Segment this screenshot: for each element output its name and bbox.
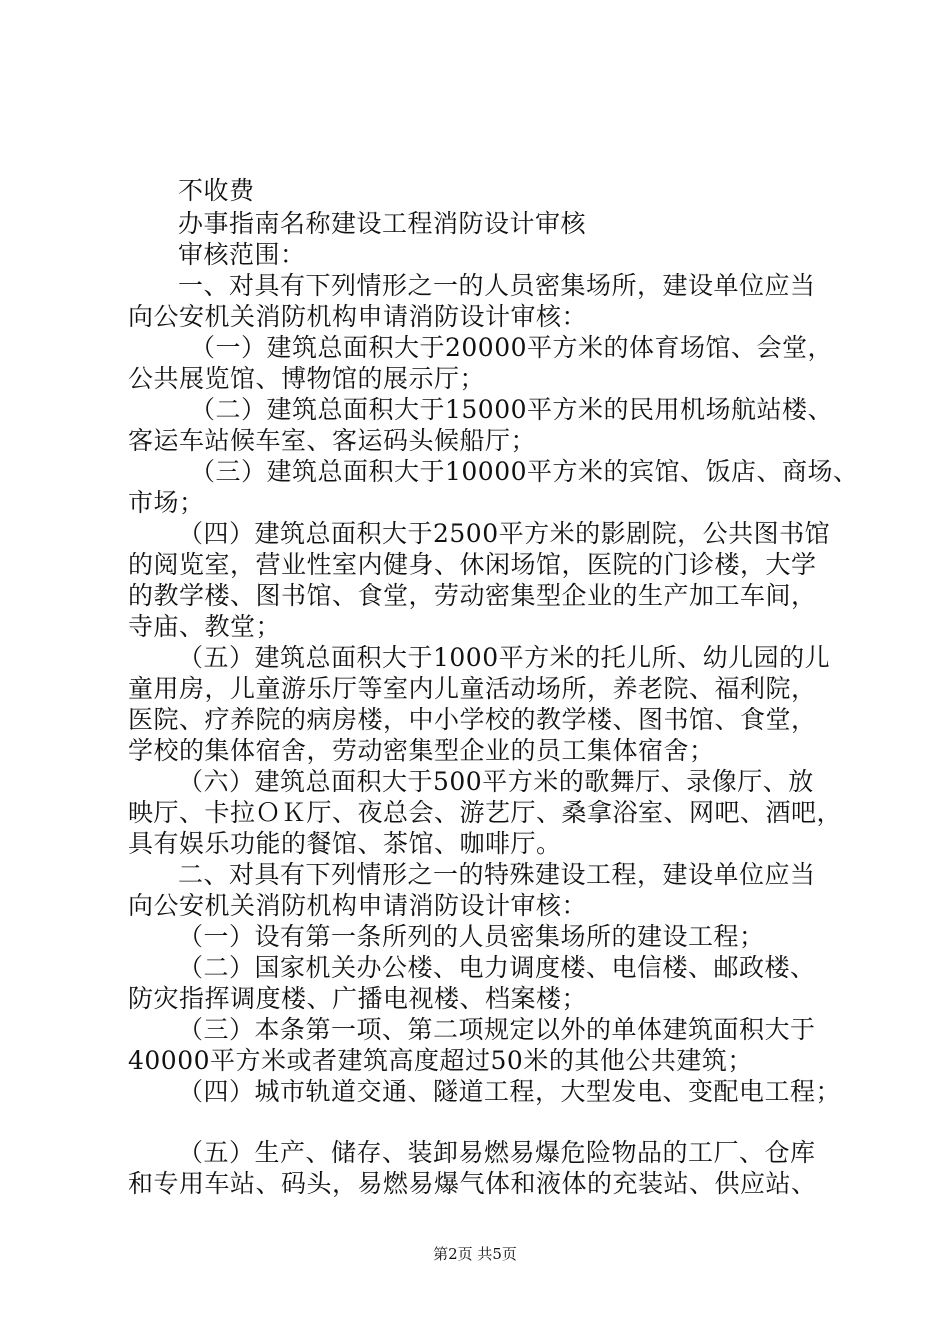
- text-line-item-1-6: （六）建筑总面积大于500平方米的歌舞厅、录像厅、放: [178, 767, 814, 796]
- text-line-item-1-5: （五）建筑总面积大于1000平方米的托儿所、幼儿园的儿: [178, 643, 831, 672]
- text-line: 公共展览馆、博物馆的展示厅；: [128, 364, 486, 393]
- text-line-item-2-4: （四）城市轨道交通、隧道工程，大型发电、变配电工程；: [178, 1077, 842, 1106]
- text-line-item-2-1: （一）设有第一条所列的人员密集场所的建设工程；: [178, 922, 765, 951]
- text-line-section-1: 一、对具有下列情形之一的人员密集场所，建设单位应当: [178, 271, 816, 300]
- text-line-item-1-3: （三）建筑总面积大于10000平方米的宾馆、饭店、商场、: [190, 457, 859, 486]
- text-line: 和专用车站、码头，易燃易爆气体和液体的充装站、供应站、: [128, 1169, 817, 1198]
- text-line-item-2-5: （五）生产、储存、装卸易燃易爆危险物品的工厂、仓库: [178, 1138, 816, 1167]
- page-number-footer: 第2页 共5页: [433, 1245, 517, 1263]
- text-line: 向公安机关消防机构申请消防设计审核：: [128, 891, 588, 920]
- text-line-item-2-2: （二）国家机关办公楼、电力调度楼、电信楼、邮政楼、: [178, 953, 816, 982]
- text-line: 映厅、卡拉ＯＫ厅、夜总会、游艺厅、桑拿浴室、网吧、酒吧，: [128, 798, 843, 827]
- text-line-item-1-4: （四）建筑总面积大于2500平方米的影剧院，公共图书馆: [178, 519, 831, 548]
- text-line: 童用房，儿童游乐厅等室内儿童活动场所，养老院、福利院，: [128, 674, 817, 703]
- text-line-item-2-3: （三）本条第一项、第二项规定以外的单体建筑面积大于: [178, 1015, 816, 1044]
- text-line: 寺庙、教堂；: [128, 612, 282, 641]
- text-line-section-2: 二、对具有下列情形之一的特殊建设工程，建设单位应当: [178, 860, 816, 889]
- text-line: 40000平方米或者建筑高度超过50米的其他公共建筑；: [128, 1046, 753, 1075]
- text-line-scope-heading: 审核范围：: [178, 240, 306, 269]
- text-line: 的阅览室，营业性室内健身、休闲场馆，医院的门诊楼，大学: [128, 550, 817, 579]
- text-line-item-1-1: （一）建筑总面积大于20000平方米的体育场馆、会堂，: [190, 333, 834, 362]
- text-line-guide-title: 办事指南名称建设工程消防设计审核: [178, 209, 587, 238]
- text-line: 医院、疗养院的病房楼，中小学校的教学楼、图书馆、食堂，: [128, 705, 817, 734]
- text-line: 学校的集体宿舍，劳动密集型企业的员工集体宿舍；: [128, 736, 715, 765]
- text-line: 客运车站候车室、客运码头候船厅；: [128, 426, 537, 455]
- text-line: 具有娱乐功能的餐馆、茶馆、咖啡厅。: [128, 829, 562, 858]
- text-line-item-1-2: （二）建筑总面积大于15000平方米的民用机场航站楼、: [190, 395, 834, 424]
- text-line: 的教学楼、图书馆、食堂，劳动密集型企业的生产加工车间，: [128, 581, 817, 610]
- text-line-fee: 不收费: [178, 176, 255, 205]
- text-line: 防灾指挥调度楼、广播电视楼、档案楼；: [128, 984, 588, 1013]
- text-line: 向公安机关消防机构申请消防设计审核：: [128, 302, 588, 331]
- text-line: 市场；: [128, 488, 205, 517]
